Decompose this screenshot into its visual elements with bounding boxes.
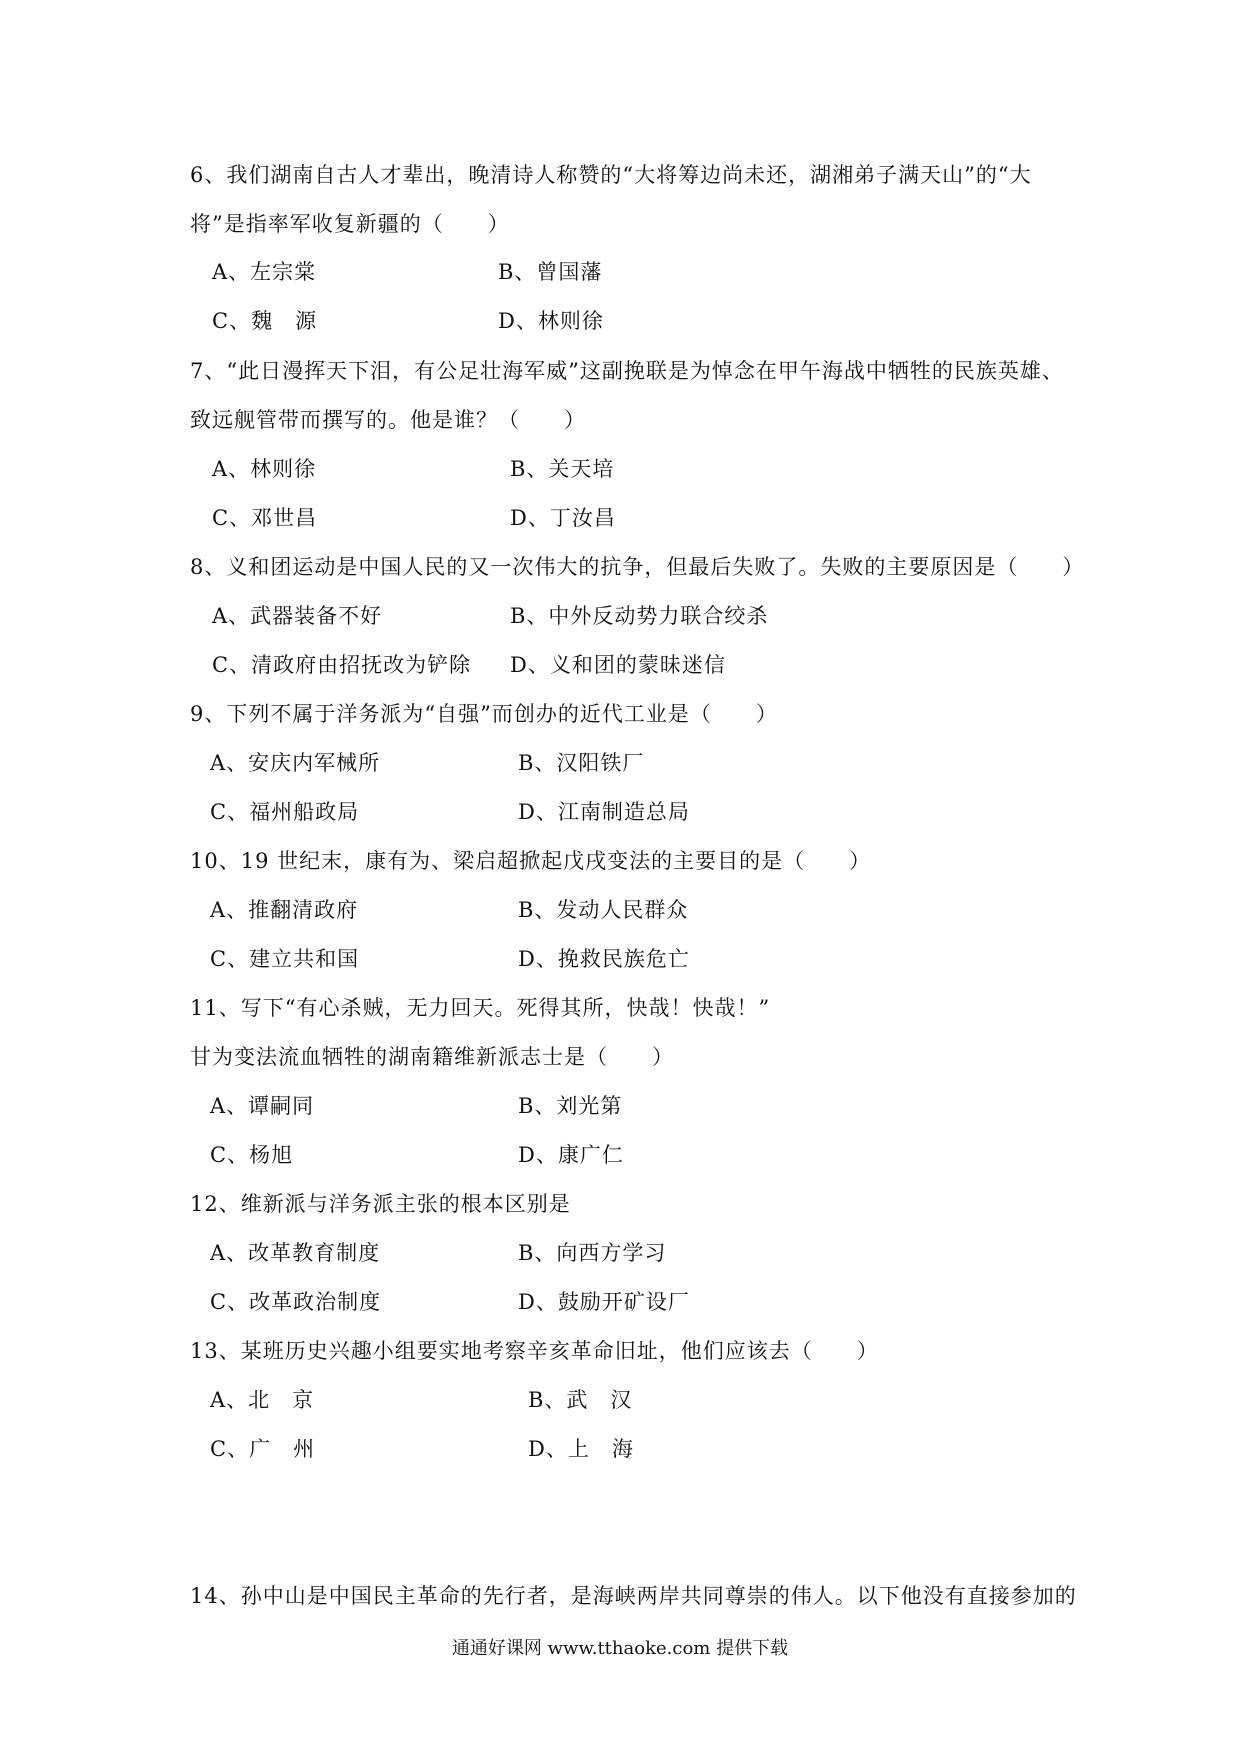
question-6-option-a: A、左宗棠 <box>212 260 317 284</box>
question-9-option-c: C、福州船政局 <box>210 800 360 824</box>
question-13-option-c: C、广 州 <box>210 1437 316 1461</box>
question-12-line-1: 12、维新派与洋务派主张的根本区别是 <box>190 1192 571 1216</box>
question-11-option-b: B、刘光第 <box>518 1094 623 1118</box>
question-9-option-b: B、汉阳铁厂 <box>518 751 645 775</box>
question-7-line-1: 7、“此日漫挥天下泪，有公足壮海军威”这副挽联是为悼念在甲午海战中牺牲的民族英雄、 <box>190 359 1064 383</box>
question-13-line-1: 13、某班历史兴趣小组要实地考察辛亥革命旧址，他们应该去（ ） <box>190 1339 879 1363</box>
question-8-option-b: B、中外反动势力联合绞杀 <box>510 604 769 628</box>
question-9-line-1: 9、下列不属于洋务派为“自强”而创办的近代工业是（ ） <box>190 702 778 726</box>
question-8-line-1: 8、义和团运动是中国人民的又一次伟大的抗争，但最后失败了。失败的主要原因是（ ） <box>190 555 1085 579</box>
question-11-option-a: A、谭嗣同 <box>210 1094 315 1118</box>
question-10-line-1: 10、19 世纪末，康有为、梁启超掀起戊戌变法的主要目的是（ ） <box>190 849 872 873</box>
question-11-option-c: C、杨旭 <box>210 1143 294 1167</box>
question-7-option-c: C、邓世昌 <box>212 506 318 530</box>
question-7-option-a: A、林则徐 <box>212 457 317 481</box>
question-6-line-1: 6、我们湖南自古人才辈出，晚清诗人称赞的“大将筹边尚未还，湖湘弟子满天山”的“大 <box>190 163 1032 187</box>
question-11-line-2: 甘为变法流血牺牲的湖南籍维新派志士是（ ） <box>190 1045 674 1069</box>
question-6-line-2: 将”是指率军收复新疆的（ ） <box>190 212 510 236</box>
question-10-option-a: A、推翻清政府 <box>210 898 359 922</box>
question-12-option-a: A、改革教育制度 <box>210 1241 381 1265</box>
question-12-option-b: B、向西方学习 <box>518 1241 667 1265</box>
page-footer: 通通好课网 www.tthaoke.com 提供下载 <box>451 1638 789 1659</box>
question-9-option-d: D、江南制造总局 <box>518 800 690 824</box>
question-11-line-1: 11、写下“有心杀贼，无力回天。死得其所，快哉！快哉！” <box>190 996 771 1020</box>
question-10-option-b: B、发动人民群众 <box>518 898 689 922</box>
question-10-option-c: C、建立共和国 <box>210 947 360 971</box>
question-9-option-a: A、安庆内军械所 <box>210 751 381 775</box>
question-7-option-b: B、关天培 <box>510 457 615 481</box>
question-12-option-c: C、改革政治制度 <box>210 1290 382 1314</box>
question-12-option-d: D、鼓励开矿设厂 <box>518 1290 690 1314</box>
question-6-option-b: B、曾国藩 <box>498 260 603 284</box>
question-10-option-d: D、挽救民族危亡 <box>518 947 690 971</box>
question-14-line-1: 14、孙中山是中国民主革命的先行者，是海峡两岸共同尊崇的伟人。以下他没有直接参加的 <box>190 1584 1077 1608</box>
question-7-option-d: D、丁汝昌 <box>510 506 616 530</box>
question-8-option-c: C、清政府由招抚改为铲除 <box>212 653 472 677</box>
question-8-option-a: A、武器装备不好 <box>212 604 383 628</box>
question-13-option-d: D、上 海 <box>528 1437 634 1461</box>
question-7-line-2: 致远舰管带而撰写的。他是谁？（ ） <box>190 408 586 432</box>
question-11-option-d: D、康广仁 <box>518 1143 624 1167</box>
question-6-option-d: D、林则徐 <box>498 309 604 333</box>
question-6-option-c: C、魏 源 <box>212 309 318 333</box>
question-13-option-a: A、北 京 <box>210 1388 315 1412</box>
question-13-option-b: B、武 汉 <box>528 1388 633 1412</box>
question-8-option-d: D、义和团的蒙昧迷信 <box>510 653 726 677</box>
